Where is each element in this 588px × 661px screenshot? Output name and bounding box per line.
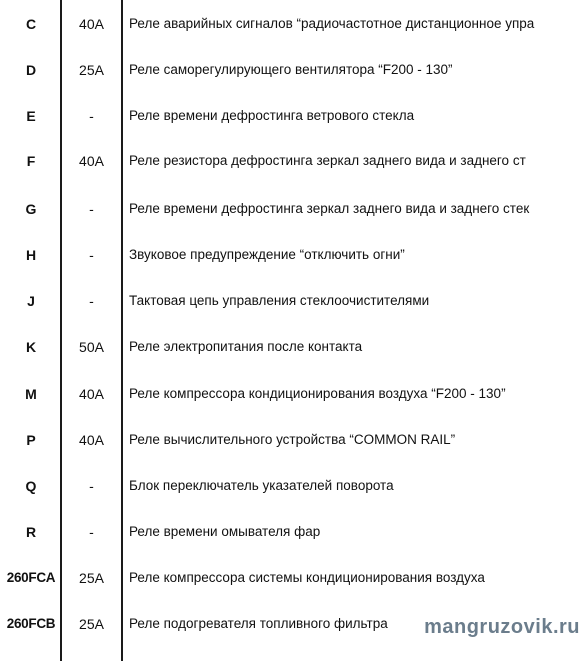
column-divider — [121, 0, 123, 661]
column-divider — [60, 0, 62, 661]
row-description: Звуковое предупреждение “отключить огни” — [129, 247, 405, 262]
row-description: Реле компрессора системы кондиционирования воздуха — [129, 570, 485, 585]
row-code: K — [25, 339, 37, 355]
table-row — [0, 425, 588, 455]
row-amperage: - — [89, 108, 94, 124]
row-code: J — [27, 293, 35, 309]
row-code: C — [25, 16, 37, 32]
row-amperage: - — [89, 247, 94, 263]
table-row — [0, 240, 588, 270]
row-description: Реле времени дефростинга ветрового стекла — [129, 108, 415, 123]
table-row — [0, 146, 588, 176]
row-code: 260FCA — [6, 570, 56, 585]
table-row — [0, 194, 588, 224]
row-amperage: - — [89, 201, 94, 217]
row-code: 260FCB — [6, 616, 56, 631]
table-row — [0, 332, 588, 362]
row-code: M — [25, 386, 37, 402]
row-description: Реле саморегулирующего вентилятора “F200 - 130” — [129, 62, 453, 77]
table-row — [0, 9, 588, 39]
row-amperage: - — [89, 524, 94, 540]
row-code: E — [26, 108, 36, 124]
row-amperage: - — [89, 293, 94, 309]
row-description: Тактовая цепь управления стеклоочистителями — [129, 293, 430, 308]
table-row — [0, 563, 588, 593]
table-row — [0, 471, 588, 501]
row-description: Реле электропитания после контакта — [129, 339, 363, 354]
row-description: Реле резистора дефростинга зеркал заднего вида и заднего ст — [129, 153, 526, 168]
row-code: D — [25, 62, 37, 78]
table-row — [0, 101, 588, 131]
site-watermark: mangruzovik.ru — [424, 616, 580, 638]
row-amperage: 40A — [79, 386, 104, 402]
row-amperage: 25A — [79, 616, 104, 632]
row-description: Реле вычислительного устройства “COMMON RAIL” — [129, 432, 456, 447]
row-code: H — [25, 247, 37, 263]
row-description: Реле подогревателя топливного фильтра — [129, 616, 388, 631]
row-amperage: 50A — [79, 339, 104, 355]
row-description: Реле компрессора кондиционирования воздуха “F200 - 130” — [129, 386, 506, 401]
table-row — [0, 286, 588, 316]
row-code: R — [25, 524, 37, 540]
row-code: F — [26, 153, 36, 169]
row-description: Реле аварийных сигналов “радиочастотное дистанционное упра — [129, 16, 535, 31]
row-description: Блок переключатель указателей поворота — [129, 478, 394, 493]
row-amperage: 25A — [79, 570, 104, 586]
row-amperage: - — [89, 478, 94, 494]
row-code: Q — [25, 478, 37, 494]
table-row — [0, 379, 588, 409]
row-amperage: 40A — [79, 432, 104, 448]
table-row — [0, 55, 588, 85]
row-amperage: 40A — [79, 153, 104, 169]
row-code: G — [25, 201, 37, 217]
row-amperage: 40A — [79, 16, 104, 32]
row-description: Реле времени дефростинга зеркал заднего вида и заднего стек — [129, 201, 530, 216]
table-row — [0, 517, 588, 547]
row-description: Реле времени омывателя фар — [129, 524, 321, 539]
row-amperage: 25A — [79, 62, 104, 78]
row-code: P — [26, 432, 36, 448]
